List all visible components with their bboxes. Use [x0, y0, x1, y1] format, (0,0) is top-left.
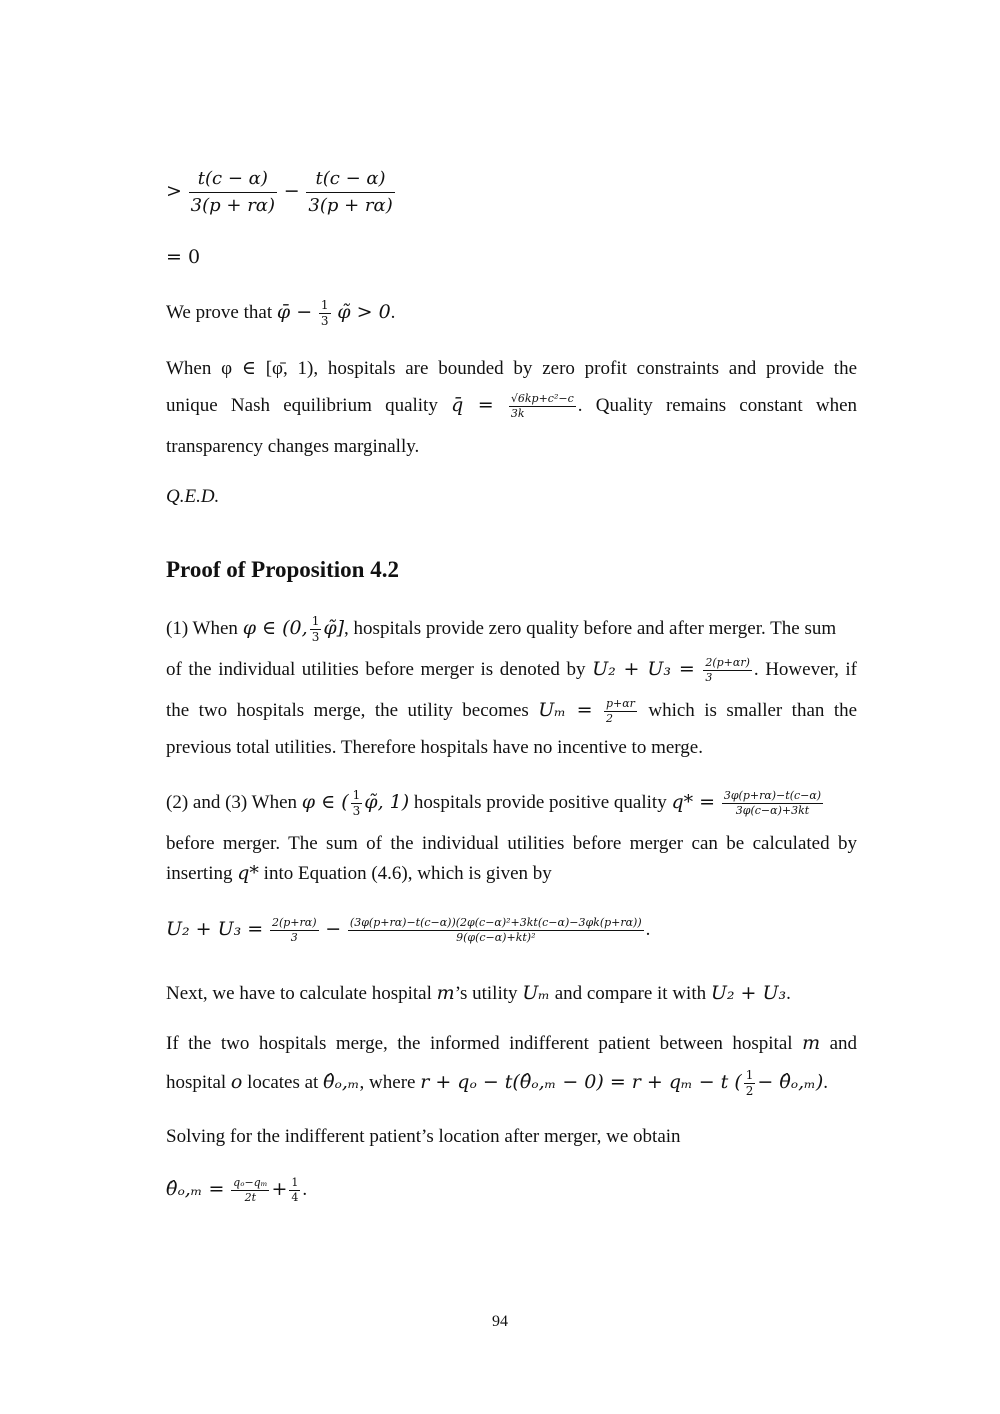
fraction-2-denominator: 3(p + rα): [306, 192, 394, 219]
p5-l1-math2: φ̃]: [323, 616, 345, 639]
p7-m: m: [436, 982, 455, 1004]
theta-equation: [166, 1176, 857, 1205]
p5-line-4: previous total utilities. Therefore hospitals have no incentive to merge.: [166, 737, 703, 758]
fraction-1: [189, 166, 277, 219]
eq1-lhs: U₂ + U₃ =: [166, 917, 264, 940]
p7-text-b: ’s utility: [454, 983, 518, 1004]
p4-text-b: . Quality remains constant when: [577, 394, 857, 416]
eq1-frac2-den: 9(φ(c−α)+kt)²: [348, 930, 644, 945]
eq2-frac1-den: 2t: [231, 1190, 269, 1205]
p5-l3-fraction: [604, 697, 637, 726]
prove-dot: .: [390, 301, 396, 323]
p6-l1-frac-num: 1: [352, 788, 361, 802]
prove-fraction: [319, 298, 331, 329]
p7-text-a: Next, we have to calculate hospital: [166, 983, 432, 1004]
p5-l1-fraction: [310, 614, 322, 645]
p5-l2-text-a: of the individual utilities before merger is denoted by: [166, 658, 586, 680]
section-heading: Proof of Proposition 4.2: [166, 557, 399, 582]
p5-l3-math: Uₘ =: [538, 698, 593, 721]
eq1-dot: .: [645, 918, 651, 940]
gt-sign: >: [166, 179, 182, 202]
eq1-frac1-num: 2(p+rα): [271, 916, 317, 929]
p8-l2-text-a: hospital: [166, 1071, 227, 1093]
prove-math-a: φ̄ −: [276, 300, 313, 323]
paragraph-zero-profit-line-3: transparency changes marginally.: [166, 436, 420, 457]
p5-l1-text-a: (1) When: [166, 617, 238, 639]
p6-l1-fraction: [351, 788, 363, 819]
p6-l1-frac2-num: 3φ(p+rα)−t(c−α): [723, 789, 822, 802]
p8-l2-dot: .: [823, 1071, 828, 1093]
inequality-line: [166, 166, 857, 219]
p4-qbar: q̄ =: [451, 393, 494, 416]
utility-equation: [166, 916, 857, 945]
p6-l1-math2: φ̃, 1): [364, 790, 410, 813]
p8-l2-equation-end: − θ̂ₒ,ₘ): [757, 1070, 824, 1093]
prove-line: [166, 298, 857, 329]
fraction-1-numerator: t(c − α): [197, 168, 268, 189]
p6-l1-fraction-2: [722, 789, 823, 818]
prove-math-b: φ̃ > 0: [337, 300, 391, 323]
p7-um: Uₘ: [522, 982, 550, 1004]
eq1-minus: −: [325, 917, 342, 940]
p6-l1-text-a: (2) and (3) When: [166, 791, 298, 813]
p7-dot: .: [786, 983, 791, 1004]
eq2-frac2-den: 4: [291, 1191, 299, 1204]
p5-l2-math: U₂ + U₃ =: [592, 657, 695, 680]
p8-l1-text-b: and: [829, 1033, 858, 1054]
p6-l3-text-b: into Equation (4.6), which is given by: [263, 863, 552, 884]
p8-l2-text-b: locates at: [247, 1071, 319, 1093]
p6-l1-frac-den: 3: [352, 804, 361, 818]
p6-l3-text-a: inserting: [166, 863, 233, 884]
p5-l2-frac-num: 2(p+αr): [705, 656, 750, 669]
eq2-fraction-1: [231, 1176, 269, 1205]
p6-l1-text-b: hospitals provide positive quality: [413, 791, 667, 813]
p8-l2-text-c: , where: [359, 1071, 416, 1093]
p5-l1-frac-num: 1: [311, 614, 320, 628]
p8-l2-equation: r + qₒ − t(θ̂ₒ,ₘ − 0) = r + qₘ − t (: [420, 1070, 742, 1093]
fraction-2: [306, 166, 394, 219]
p8-line-1: [166, 1033, 857, 1054]
p8-l2-theta: θ̂ₒ,ₘ: [323, 1070, 360, 1093]
p6-l3-qstar: q*: [237, 862, 259, 884]
eq2-lhs: θ̂ₒ,ₘ =: [166, 1177, 225, 1200]
fraction-2-numerator: t(c − α): [315, 168, 386, 189]
p5-line-2: [166, 656, 857, 685]
p8-l1-text-a: If the two hospitals merge, the informed indifferent patient between hospital: [166, 1033, 793, 1054]
p4-fraction: [509, 392, 576, 421]
p6-line-3: [166, 863, 857, 884]
p4-text-a: unique Nash equilibrium quality: [166, 394, 438, 416]
equals-zero-line: = 0: [166, 246, 201, 268]
eq2-dot: .: [302, 1178, 308, 1200]
p6-l1-qstar: q* =: [671, 790, 716, 813]
p5-l2-frac-den: 3: [703, 670, 752, 685]
prove-text: We prove that: [166, 301, 273, 323]
p5-l3-text-a: the two hospitals merge, the utility becomes: [166, 699, 529, 721]
p8-l2-o: o: [230, 1070, 243, 1093]
p7-text-c: and compare it with: [554, 983, 707, 1004]
p6-line-1: [166, 788, 857, 819]
eq2-frac1-num: qₒ−qₘ: [233, 1176, 268, 1189]
paragraph-zero-profit-line-2: [166, 392, 857, 421]
p6-l1-math: φ ∈ (: [301, 790, 349, 813]
p8-line-2: [166, 1068, 857, 1099]
p5-l2-text-b: . However, if: [753, 658, 858, 680]
p8-fraction: [744, 1068, 756, 1099]
p5-l2-fraction: [703, 656, 752, 685]
eq2-fraction-2: [289, 1176, 300, 1205]
prove-fraction-den: 3: [320, 314, 329, 328]
p6-line-2: before merger. The sum of the individual utilities before merger can be calculated by: [166, 833, 857, 854]
p7-line: [166, 983, 857, 1004]
p8-frac-den: 2: [745, 1084, 754, 1098]
p4-fraction-den: 3k: [509, 406, 576, 421]
p5-l1-text-b: , hospitals provide zero quality before and after merger. The sum: [344, 617, 837, 639]
p8-l1-m: m: [802, 1032, 821, 1054]
p6-l1-frac2-den: 3φ(c−α)+3kt: [722, 803, 823, 818]
p7-u2u3: U₂ + U₃: [710, 982, 787, 1004]
p9-line: Solving for the indifferent patient’s location after merger, we obtain: [166, 1126, 681, 1147]
eq1-fraction-2: [348, 916, 644, 945]
minus-sign: −: [283, 179, 300, 202]
p8-frac-num: 1: [745, 1068, 754, 1082]
eq1-frac1-den: 3: [270, 930, 319, 945]
p5-l3-frac-den: 2: [604, 711, 637, 726]
p5-line-1: [166, 614, 857, 645]
p4-fraction-num: √6kp+c²−c: [510, 392, 574, 405]
eq1-frac2-num: (3φ(p+rα)−t(c−α))(2φ(c−α)²+3kt(c−α)−3φk(p+rα)): [349, 916, 642, 929]
p5-l3-text-b: which is smaller than the: [648, 699, 858, 721]
p5-l1-frac-den: 3: [311, 630, 320, 644]
eq2-plus: +: [271, 1177, 288, 1200]
fraction-1-denominator: 3(p + rα): [189, 192, 277, 219]
page-number: 94: [492, 1313, 508, 1330]
p5-l1-math: φ ∈ (0,: [242, 616, 308, 639]
eq2-frac2-num: 1: [291, 1176, 299, 1189]
prove-fraction-num: 1: [320, 298, 329, 312]
paragraph-zero-profit-line-1: When φ ∈ [φ̄, 1), hospitals are bounded by zero profit constraints and provide the: [166, 358, 857, 379]
eq1-fraction-1: [270, 916, 319, 945]
p5-l3-frac-num: p+αr: [605, 697, 635, 710]
qed-mark: Q.E.D.: [166, 486, 220, 507]
p5-line-3: [166, 697, 857, 726]
